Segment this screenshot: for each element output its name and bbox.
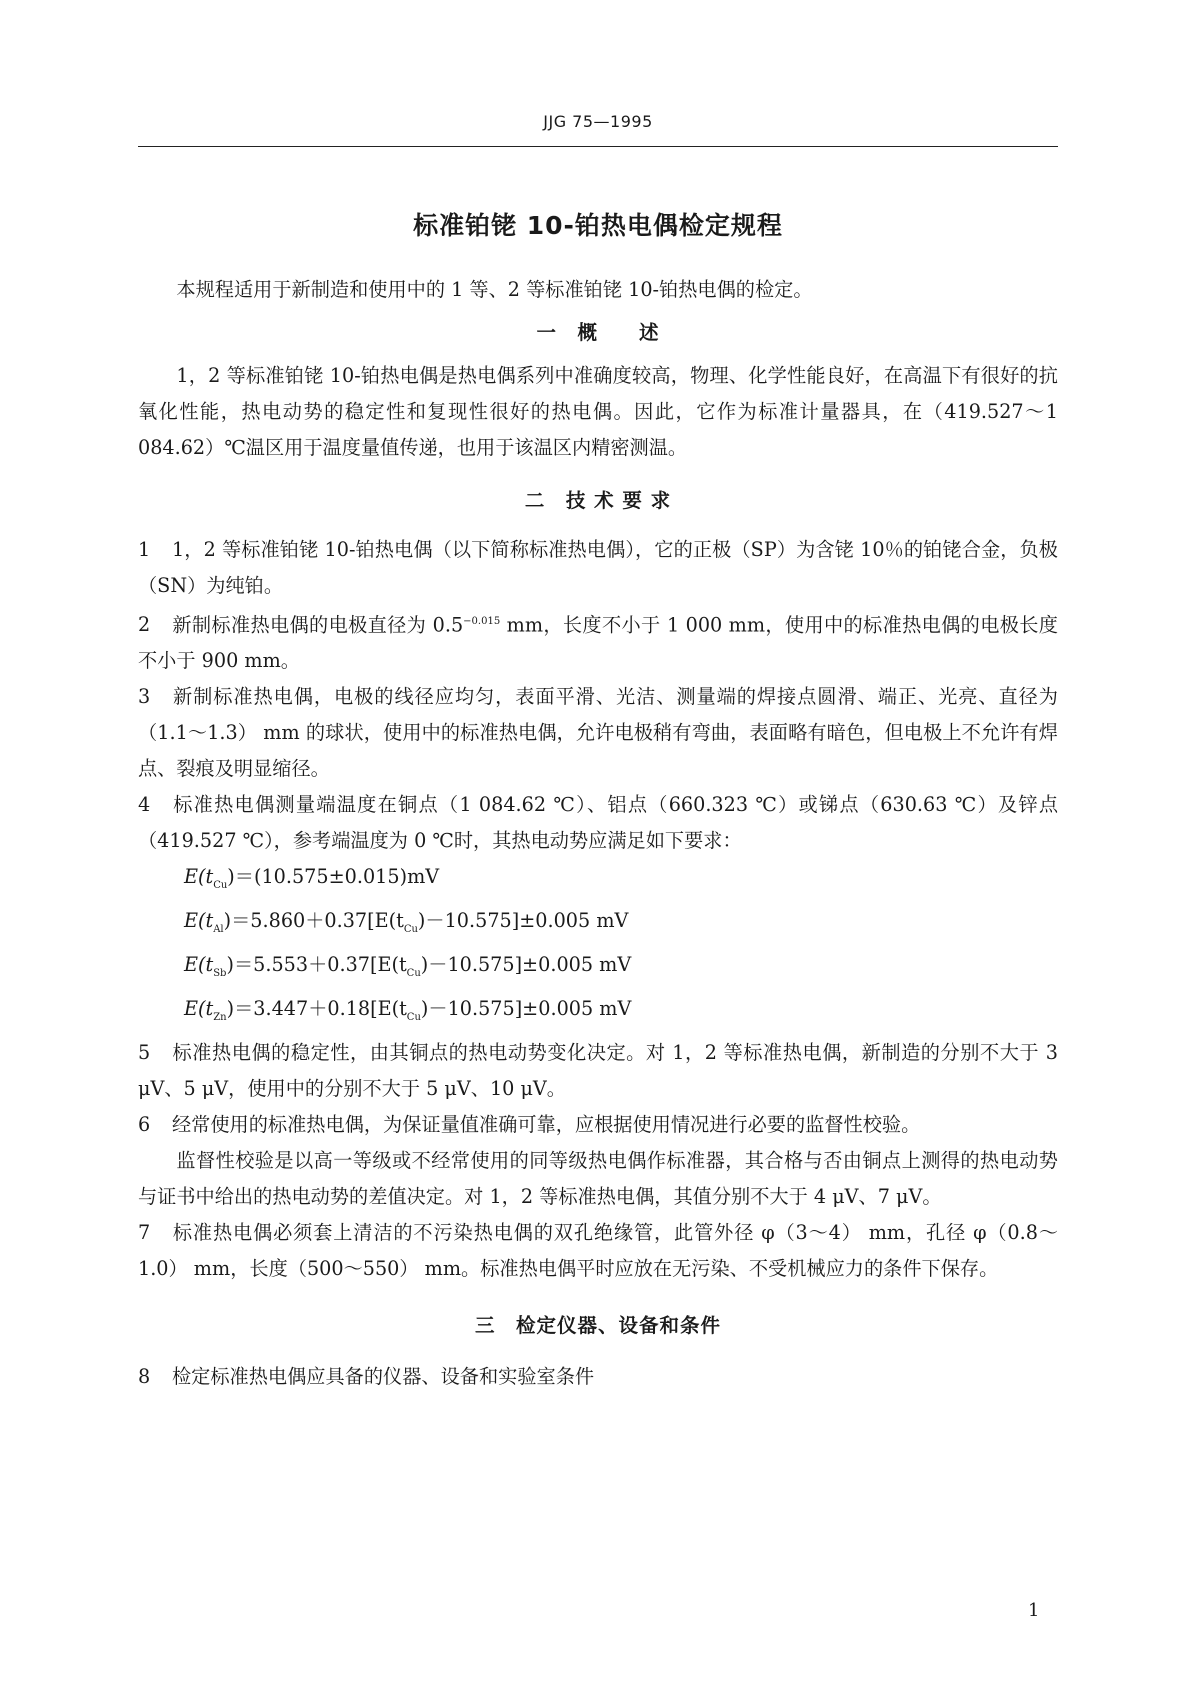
section-heading-overview: 一 概 述 (536, 321, 660, 344)
clause-number: 4 (138, 793, 151, 817)
clause-6-continuation: 监督性校验是以高一等级或不经常使用的同等级热电偶作标准器，其合格与否由铜点上测得的热电动势与证书中给出的热电动势的差值决定。对 1，2 等标准热电偶，其值分别不大于 4 μV、7 μV。 (138, 1148, 1058, 1208)
tolerance-superscript: −0.015 (463, 616, 501, 627)
clause-text: 标准热电偶必须套上清洁的不污染热电偶的双孔绝缘管，此管外径 φ（3～4） mm，孔径 φ（0.8～1.0） mm，长度（500～550） mm。标准热电偶平时应放在无污染、不受机械应力的条件下保存。 (138, 1220, 1058, 1280)
section-heading-instruments: 三 检定仪器、设备和条件 (474, 1313, 721, 1337)
formula-copper: $E(t_{Cu})=(10.575\pm 0.015)mV$ (184, 865, 440, 892)
formula-antimony: $E(t_{Sb})=5.553+0.37[E(t_{Cu})-10.575]\pm 0.005$ mV (184, 953, 632, 979)
clause-text: 标准热电偶的稳定性，由其铜点的热电动势变化决定。对 1，2 等标准热电偶，新制造的分别不大于 3 μV、5 μV，使用中的分别不大于 5 μV、10 μV。 (138, 1040, 1058, 1100)
clause-text: 新制标准热电偶的电极直径为 0.5 (172, 613, 464, 637)
clause-1 (138, 532, 1058, 604)
clause-number: 7 (138, 1220, 151, 1244)
clause-text: 检定标准热电偶应具备的仪器、设备和实验室条件 (172, 1364, 595, 1388)
clause-number: 1 (138, 538, 151, 561)
section-heading-requirements: 二 技 术 要 求 (524, 489, 672, 512)
clause-text: 1，2 等标准铂铑 10-铂热电偶（以下简称标准热电偶），它的正极（SP）为含铑 10％的铂铑合金，负极（SN）为纯铂。 (138, 538, 1058, 597)
clause-6 (138, 1107, 1058, 1143)
clause-7 (138, 1215, 1058, 1287)
clause-5 (138, 1035, 1058, 1107)
header-rule (138, 146, 1058, 147)
page-header: JJG 75—1995 (543, 112, 653, 131)
formula-aluminum: $E(t_{Al})=5.860+0.37[E(t_{Cu})-10.575]\pm 0.005$ mV (184, 909, 629, 936)
overview-paragraph: 1，2 等标准铂铑 10-铂热电偶是热电偶系列中准确度较高，物理、化学性能良好，在高温下有很好的抗氧化性能，热电动势的稳定性和复现性很好的热电偶。因此，它作为标准计量器具，在（419.527～1 084.62）℃温区用于温度量值传递，也用于该温区内精密测温。 (138, 364, 1058, 459)
document-title: 标准铂铑 10-铂热电偶检定规程 (413, 211, 783, 240)
clause-text: 新制标准热电偶，电极的线径应均匀，表面平滑、光洁、测量端的焊接点圆滑、端正、光亮、直径为（1.1～1.3） mm 的球状，使用中的标准热电偶，允许电极稍有弯曲，表面略有暗色，但电极上不允许有焊点、裂痕及明显缩径。 (138, 685, 1058, 781)
clause-3 (138, 679, 1058, 787)
clause-2 (138, 604, 1058, 679)
clause-number: 5 (138, 1040, 151, 1064)
page-number: 1 (1028, 1600, 1040, 1621)
intro-paragraph: 本规程适用于新制造和使用中的 1 等、2 等标准铂铑 10-铂热电偶的检定。 (176, 278, 813, 301)
clause-number: 6 (138, 1112, 151, 1136)
clause-number: 2 (138, 613, 151, 637)
clause-text: mm，长度不小于 1 000 mm，使用中的标准热电偶的电极长度不小于 900 mm。 (138, 613, 1058, 673)
clause-4 (138, 787, 1058, 859)
formula-zinc: $E(t_{Zn})=3.447+0.18[E(t_{Cu})-10.575]\pm 0.005$ mV (184, 996, 632, 1023)
clause-number: 3 (138, 685, 151, 709)
document-body (138, 272, 1058, 1395)
clause-number: 8 (138, 1364, 151, 1388)
clause-text: 经常使用的标准热电偶，为保证量值准确可靠，应根据使用情况进行必要的监督性校验。 (172, 1112, 921, 1136)
clause-text: 标准热电偶测量端温度在铜点（1 084.62 ℃）、铝点（660.323 ℃）或锑点（630.63 ℃）及锌点（419.527 ℃），参考端温度为 0 ℃时，其热电动势应满足如下要求： (138, 793, 1059, 853)
clause-8 (138, 1359, 1058, 1395)
